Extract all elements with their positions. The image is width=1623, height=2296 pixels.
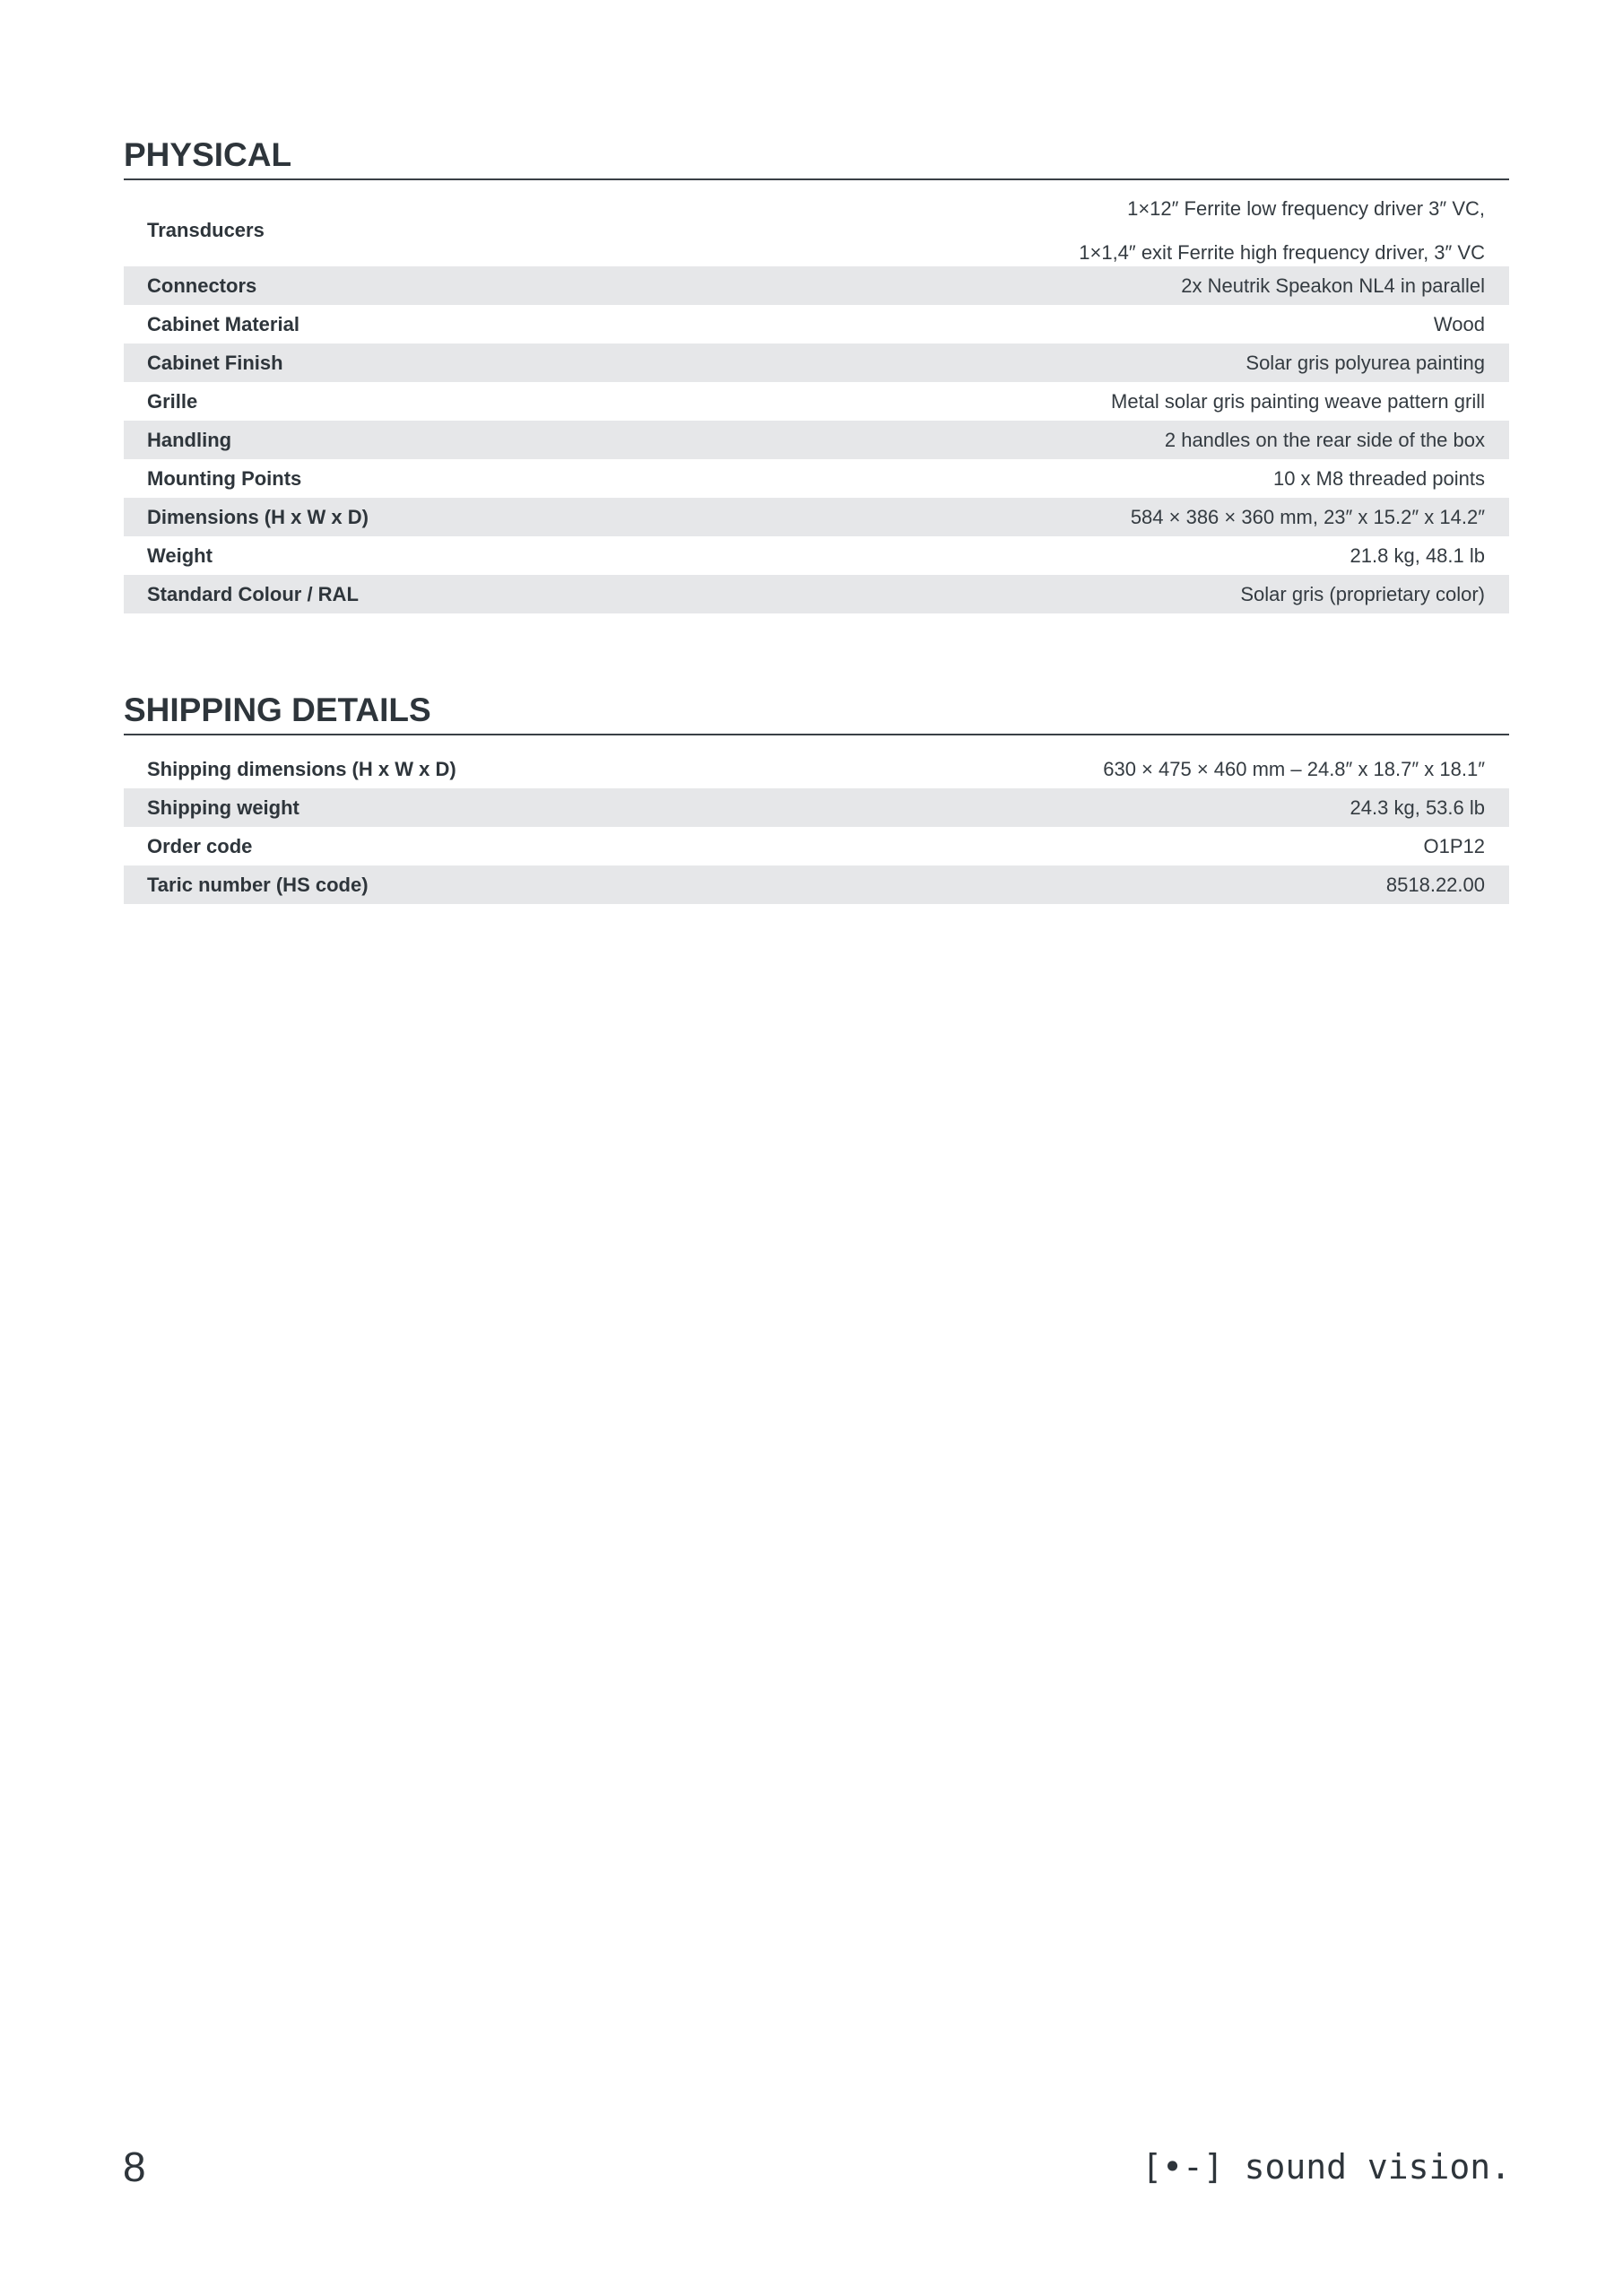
spec-row-shipping-weight xyxy=(124,788,1509,827)
spec-label: Handling xyxy=(147,428,232,451)
spec-label: Weight xyxy=(147,544,213,567)
physical-section xyxy=(124,133,1509,613)
spec-row-grille xyxy=(124,382,1509,421)
spec-row-standard-colour xyxy=(124,575,1509,613)
spec-label: Shipping weight xyxy=(147,796,299,819)
section-divider xyxy=(124,178,1509,180)
spec-value: Wood xyxy=(1433,312,1485,335)
spec-row-taric-number xyxy=(124,865,1509,904)
spec-row-cabinet-finish xyxy=(124,344,1509,382)
spec-label: Standard Colour / RAL xyxy=(147,582,359,605)
shipping-spec-table xyxy=(124,750,1509,904)
spec-value: Solar gris polyurea painting xyxy=(1245,351,1485,374)
spec-value: 21.8 kg, 48.1 lb xyxy=(1350,544,1485,567)
spec-row-dimensions xyxy=(124,498,1509,536)
spec-value: 8518.22.00 xyxy=(1385,873,1485,896)
spec-value: Solar gris (proprietary color) xyxy=(1240,582,1485,605)
physical-spec-table xyxy=(124,194,1509,613)
spec-label: Shipping dimensions (H x W x D) xyxy=(147,757,456,780)
spec-label: Dimensions (H x W x D) xyxy=(147,505,369,528)
spec-label: Cabinet Material xyxy=(147,312,299,335)
spec-value xyxy=(1079,187,1485,274)
spec-value: 2 handles on the rear side of the box xyxy=(1164,428,1485,451)
spec-label: Transducers xyxy=(147,218,265,241)
spec-label: Cabinet Finish xyxy=(147,351,283,374)
spec-row-weight xyxy=(124,536,1509,575)
spec-row-cabinet-material xyxy=(124,305,1509,344)
spec-value: 2x Neutrik Speakon NL4 in parallel xyxy=(1181,274,1485,297)
spec-label: Order code xyxy=(147,834,253,857)
spec-row-mounting-points xyxy=(124,459,1509,498)
spec-label: Mounting Points xyxy=(147,466,302,490)
page-number: 8 xyxy=(123,2144,146,2190)
spec-value-line: 1×1,4″ exit Ferrite high frequency driver, 3″ VC xyxy=(1079,240,1485,264)
spec-value: 630 × 475 × 460 mm – 24.8″ x 18.7″ x 18.1″ xyxy=(1103,757,1485,780)
spec-label: Grille xyxy=(147,389,198,413)
spec-value: O1P12 xyxy=(1423,834,1485,857)
section-title-shipping: SHIPPING DETAILS xyxy=(124,691,431,728)
spec-label: Connectors xyxy=(147,274,257,297)
sound-vision-logo: [•-] sound vision. xyxy=(1141,2147,1511,2187)
spec-value: Metal solar gris painting weave pattern grill xyxy=(1111,389,1485,413)
spec-row-shipping-dimensions xyxy=(124,750,1509,788)
spec-row-handling xyxy=(124,421,1509,459)
section-divider xyxy=(124,734,1509,735)
spec-value: 584 × 386 × 360 mm, 23″ x 15.2″ x 14.2″ xyxy=(1130,505,1485,528)
spec-value-line: 1×12″ Ferrite low frequency driver 3″ VC, xyxy=(1127,196,1485,220)
spec-row-order-code xyxy=(124,827,1509,865)
spec-value: 10 x M8 threaded points xyxy=(1272,466,1485,490)
section-title-physical: PHYSICAL xyxy=(124,136,292,173)
spec-row-transducers xyxy=(124,194,1509,266)
shipping-section xyxy=(124,688,1509,904)
spec-value: 24.3 kg, 53.6 lb xyxy=(1350,796,1485,819)
spec-label: Taric number (HS code) xyxy=(147,873,369,896)
